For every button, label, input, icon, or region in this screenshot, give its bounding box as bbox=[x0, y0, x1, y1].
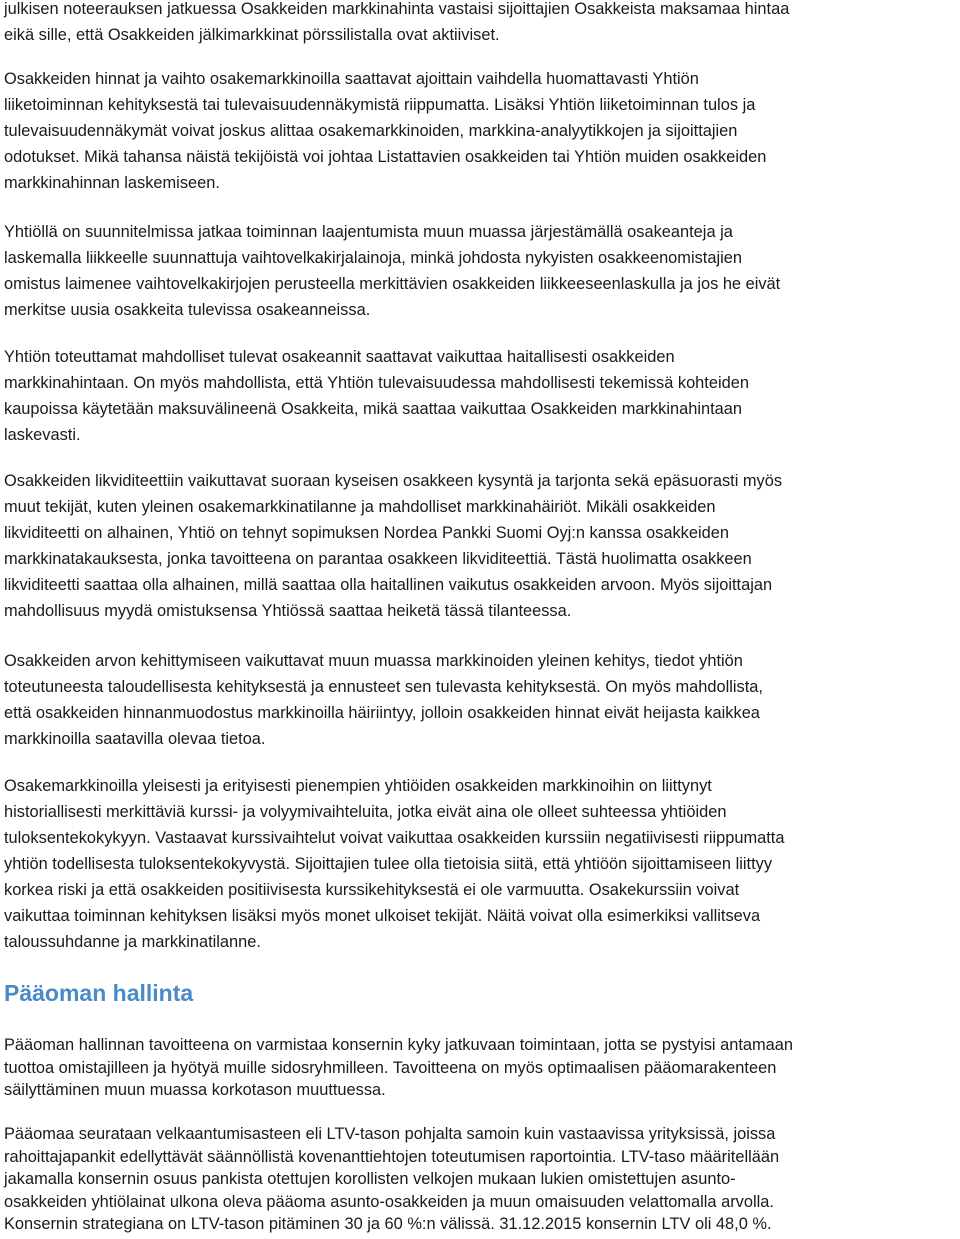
text-line: toteutuneesta taloudellisesta kehityksestä ja ennusteet sen tulevasta kehityksestä. On myös mahdollista, bbox=[4, 678, 763, 696]
text-line: omistus laimenee vaihtovelkakirjojen perusteella merkittävien osakkeiden liikkeeseenlaskulla ja jos he eivät bbox=[4, 275, 781, 293]
paragraph-dilution bbox=[4, 219, 956, 323]
text-line: muut tekijät, kuten yleinen osakemarkkinatilanne ja mahdolliset markkinahäiriöt. Mikäli osakkeiden bbox=[4, 498, 716, 516]
text-line: markkinatakauksesta, jonka tavoitteena on parantaa osakkeen likviditeettiä. Tästä huolimatta osakkeen bbox=[4, 550, 752, 568]
text-line: laskemalla liikkeelle suunnattuja vaihtovelkakirjalainoja, minkä johdosta nykyisten osakkeenomistajien bbox=[4, 249, 742, 267]
paragraph-small-cap-volatility bbox=[4, 773, 956, 955]
text-line: likviditeetti saattaa olla alhainen, millä saattaa olla haitallinen vaikutus osakkeiden arvoon. Myös sijoittajan bbox=[4, 576, 773, 594]
text-line: tuloksentekokykyyn. Vastaavat kurssivaihtelut voivat vaikuttaa osakkeiden kurssiin negatiivisesti riippumatta bbox=[4, 829, 785, 847]
text-line: markkinoilla saatavilla olevaa tietoa. bbox=[4, 730, 266, 748]
text-line: laskevasti. bbox=[4, 426, 81, 444]
text-line: Pääomaa seurataan velkaantumisasteen eli LTV-tason pohjalta samoin kuin vastaavissa yrityksissä, joissa bbox=[4, 1125, 776, 1143]
paragraph-price-volatility bbox=[4, 66, 956, 196]
text-line: tuottoa omistajilleen ja hyötyä muille sidosryhmilleen. Tavoitteena on myös optimaalisen pääomarakenteen bbox=[4, 1058, 777, 1077]
text-line: mahdollisuus myydä omistuksensa Yhtiössä saattaa heiketä tässä tilanteessa. bbox=[4, 602, 572, 620]
text-line: taloussuhdanne ja markkinatilanne. bbox=[4, 933, 261, 951]
text-line: merkitse uusia osakkeita tulevissa osakeanneissa. bbox=[4, 301, 371, 319]
text-line: kaupoissa käytetään maksuvälineenä Osakkeita, mikä saattaa vaikuttaa Osakkeiden markkinahintaan bbox=[4, 400, 742, 418]
paragraph-ltv bbox=[4, 1123, 956, 1236]
text-line: säilyttäminen muun muassa korkotason muuttuessa. bbox=[4, 1081, 386, 1099]
text-line: vaikuttaa toiminnan kehityksen lisäksi myös monet ulkoiset tekijät. Näitä voivat olla esimerkiksi vallitseva bbox=[4, 907, 761, 925]
text-line: jakamalla konsernin osuus pankista otettujen korollisten velkojen mukaan lukien omistettujen asunto- bbox=[4, 1170, 736, 1188]
paragraph-value-development bbox=[4, 648, 956, 752]
text-line: eikä sille, että Osakkeiden jälkimarkkinat pörssilistalla ovat aktiiviset. bbox=[4, 26, 500, 44]
text-line: rahoittajapankit edellyttävät säännöllistä kovenanttiehtojen toteutumisen raportointia. LTV-taso määritellään bbox=[4, 1147, 780, 1166]
text-line: julkisen noteerauksen jatkuessa Osakkeiden markkinahinta vastaisi sijoittajien Osakkeista maksamaa hintaa bbox=[4, 0, 790, 18]
text-line: markkinahintaan. On myös mahdollista, että Yhtiön tulevaisuudessa mahdollisesti tekemissä kohteiden bbox=[4, 374, 749, 392]
text-line: tulevaisuudennäkymät voivat joskus alittaa osakemarkkinoiden, markkina-analyytikkojen ja sijoittajien bbox=[4, 122, 738, 140]
text-line: Osakkeiden hinnat ja vaihto osakemarkkinoilla saattavat ajoittain vaihdella huomattavasti Yhtiön bbox=[4, 70, 699, 88]
text-line: odotukset. Mikä tahansa näistä tekijöistä voi johtaa Listattavien osakkeiden tai Yhtiön muiden osakkeiden bbox=[4, 148, 767, 166]
text-line: että osakkeiden hinnanmuodostus markkinoilla häiriintyy, jolloin osakkeiden hinnat eivät heijasta kaikkea bbox=[4, 704, 760, 722]
text-line: historiallisesti merkittäviä kurssi- ja volyymivaihteluita, jotka eivät aina ole olleet suhteessa yhtiöiden bbox=[4, 803, 727, 821]
text-line: Yhtiön toteuttamat mahdolliset tulevat osakeannit saattavat vaikuttaa haitallisesti osakkeiden bbox=[4, 348, 675, 366]
paragraph-share-issues bbox=[4, 344, 956, 448]
text-line: likviditeetti on alhainen, Yhtiö on tehnyt sopimuksen Nordea Pankki Suomi Oyj:n kanssa osakkeiden bbox=[4, 524, 729, 542]
text-line: yhtiön todellisesta tuloksentekokyvystä. Sijoittajien tulee olla tietoisia siitä, että yhtiöön sijoittamiseen liittyy bbox=[4, 855, 773, 873]
paragraph-liquidity bbox=[4, 468, 956, 624]
paragraph-listing-continuation bbox=[4, 0, 956, 48]
text-line: korkea riski ja että osakkeiden positiivisesta kurssikehityksestä ei ole varmuutta. Osakekurssiin voivat bbox=[4, 881, 740, 899]
text-line: Pääoman hallinnan tavoitteena on varmistaa konsernin kyky jatkuvaan toimintaan, jotta se pystyisi antamaan bbox=[4, 1036, 794, 1054]
text-line: Osakkeiden likviditeettiin vaikuttavat suoraan kyseisen osakkeen kysyntä ja tarjonta sekä epäsuorasti myös bbox=[4, 472, 783, 490]
text-line: Konsernin strategiana on LTV-tason pitäminen 30 ja 60 %:n välissä. 31.12.2015 konsernin LTV oli 48,0 %. bbox=[4, 1215, 772, 1233]
paragraph-capital-management bbox=[4, 1034, 956, 1102]
text-line: liiketoiminnan kehityksestä tai tulevaisuudennäkymistä riippumatta. Lisäksi Yhtiön liiketoiminnan tulos ja bbox=[4, 96, 756, 114]
text-line: Yhtiöllä on suunnitelmissa jatkaa toiminnan laajentumista muun muassa järjestämällä osakeanteja ja bbox=[4, 223, 733, 241]
text-line: Osakemarkkinoilla yleisesti ja erityisesti pienempien yhtiöiden osakkeiden markkinoihin on liittynyt bbox=[4, 777, 712, 795]
section-heading: Pääoman hallinta bbox=[4, 980, 194, 1006]
text-line: osakkeiden yhtiölainat ulkona oleva pääoma asunto-osakkeiden ja muun omaisuuden velattomalla arvolla. bbox=[4, 1192, 774, 1211]
text-line: markkinahinnan laskemiseen. bbox=[4, 174, 220, 192]
text-line: Osakkeiden arvon kehittymiseen vaikuttavat muun muassa markkinoiden yleinen kehitys, tiedot yhtiön bbox=[4, 652, 743, 670]
